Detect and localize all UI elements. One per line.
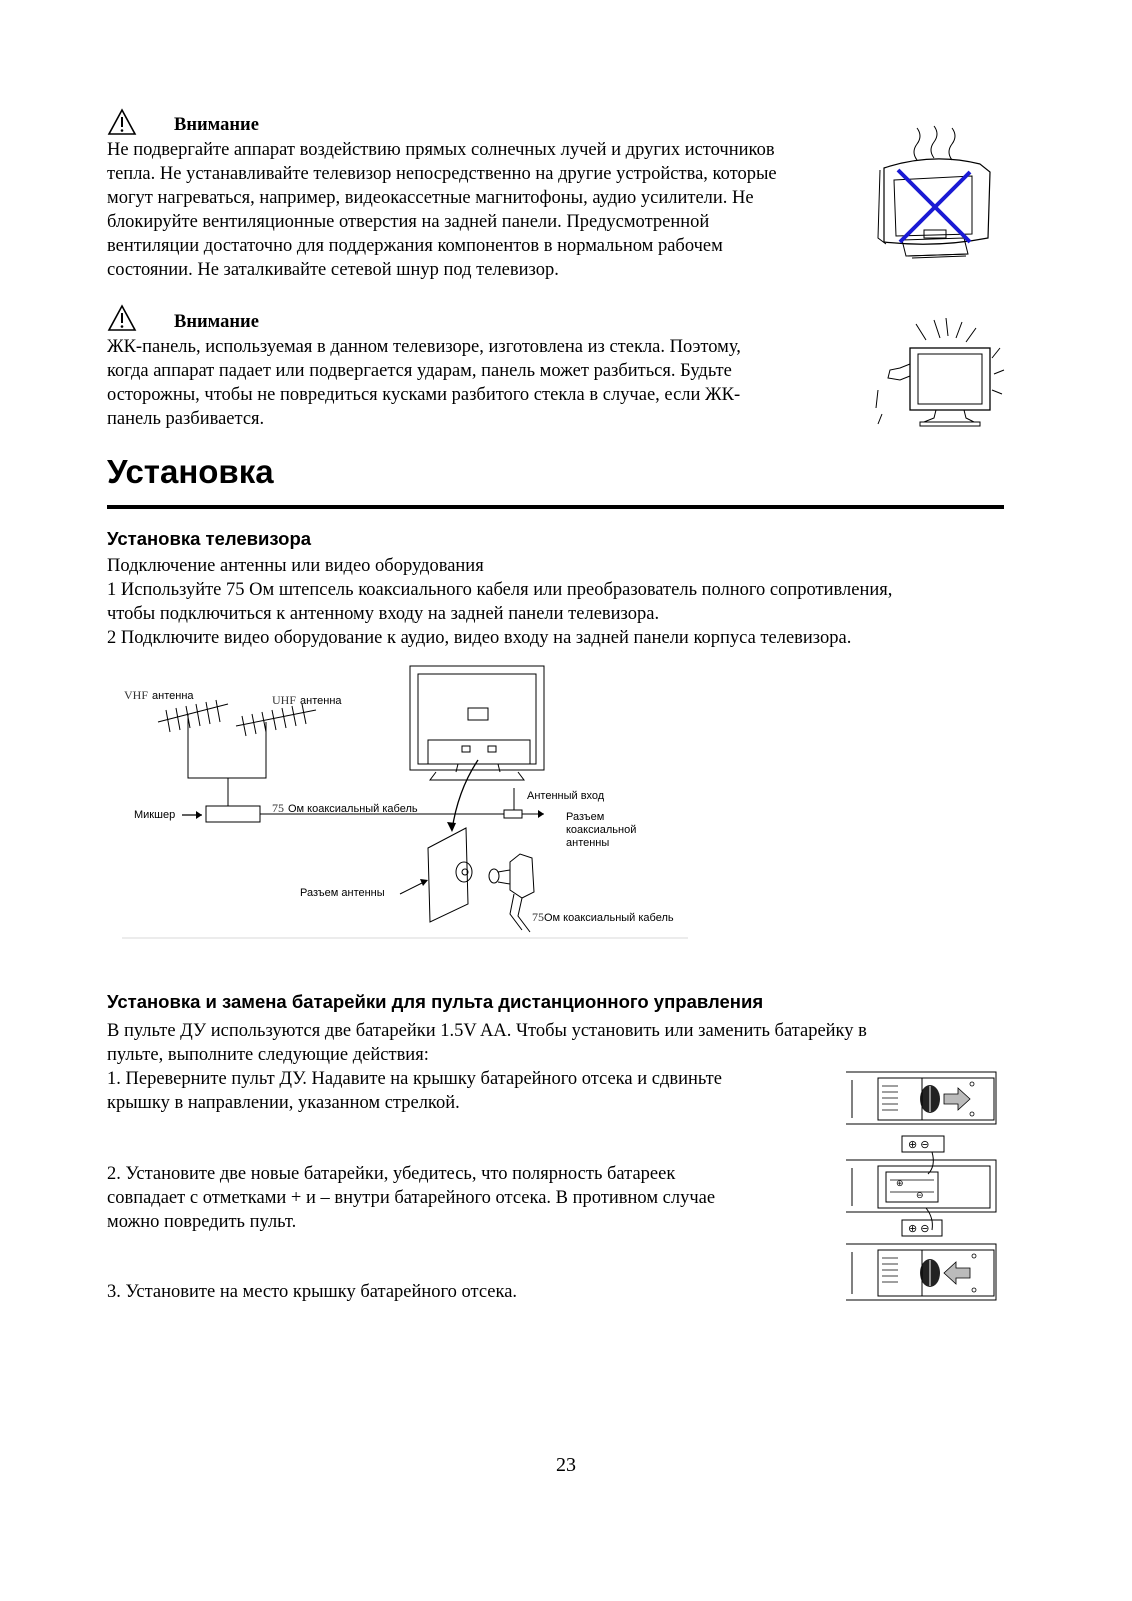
cable-number: 75 xyxy=(532,910,544,924)
battery-step-1 xyxy=(107,1067,829,1115)
text-line: ЖК-панель, используемая в данном телевизоре, изготовлена из стекла. Поэтому, xyxy=(107,337,741,357)
text-line: панель разбивается. xyxy=(107,409,265,429)
text-line: состоянии. Не заталкивайте сетевой шнур под телевизор. xyxy=(107,260,559,280)
text-line: вентиляции достаточно для поддержания компонентов в нормальном рабочем xyxy=(107,236,723,256)
svg-text:⊕ ⊖: ⊕ ⊖ xyxy=(908,1223,930,1235)
text-line: Подключение антенны или видео оборудования xyxy=(107,556,484,576)
antenna-input-label: Антенный вход xyxy=(527,790,605,802)
text-line: могут нагреваться, например, видеокассетные магнитофоны, аудио усилители. Не xyxy=(107,188,754,208)
svg-text:⊖: ⊖ xyxy=(916,1190,924,1200)
vhf-prefix: VHF xyxy=(124,688,149,702)
coax-jack-line: антенны xyxy=(566,837,610,849)
vhf-suffix: антенна xyxy=(152,690,194,702)
tv-impact-illustration xyxy=(876,318,1006,438)
text-line: 2. Установите две новые батарейки, убедитесь, что полярность батареек xyxy=(107,1164,676,1184)
text-line: можно повредить пульт. xyxy=(107,1212,297,1232)
cable-text: Ом коаксиальный кабель xyxy=(544,912,674,924)
vhf-antenna-label xyxy=(124,686,194,704)
text-line: крышку в направлении, указанном стрелкой. xyxy=(107,1093,460,1113)
battery-intro xyxy=(107,1019,1004,1067)
caution-text xyxy=(107,138,852,282)
coax-jack-label xyxy=(566,811,636,850)
remote-batteries-illustration xyxy=(846,1150,1006,1240)
subsection-title: Установка и замена батарейки для пульта дистанционного управления xyxy=(107,991,764,1012)
svg-text:⊕ ⊖: ⊕ ⊖ xyxy=(908,1139,930,1151)
text-line: 1 Используйте 75 Ом штепсель коаксиального кабеля или преобразователь полного сопротивления, xyxy=(107,580,893,600)
battery-step-2 xyxy=(107,1162,829,1234)
coax-jack-line: коаксиальной xyxy=(566,824,637,836)
text-line: В пульте ДУ используются две батарейки 1.5V AA. Чтобы установить или заменить батарейку в xyxy=(107,1021,867,1041)
subsection-title: Установка телевизора xyxy=(107,528,312,549)
text-line: 2 Подключите видео оборудование к аудио, видео входу на задней панели корпуса телевизора. xyxy=(107,628,852,648)
coax-cable-label-2 xyxy=(532,908,674,926)
uhf-prefix: UHF xyxy=(272,693,297,707)
uhf-antenna-drawing xyxy=(236,704,316,770)
section-title: Установка xyxy=(107,453,274,490)
cable-number: 75 xyxy=(272,801,284,815)
coax-plug-drawing xyxy=(489,854,534,932)
svg-text:⊕: ⊕ xyxy=(896,1178,904,1188)
wall-plate-drawing xyxy=(428,828,472,922)
vhf-antenna-drawing xyxy=(158,700,228,770)
uhf-antenna-label xyxy=(272,691,342,709)
cable-text: Ом коаксиальный кабель xyxy=(288,803,418,815)
remote-cover-close-illustration xyxy=(846,1240,1006,1310)
text-line: блокируйте вентиляционные отверстия на задней панели. Предусмотренной xyxy=(107,212,710,232)
remote-cover-open-illustration xyxy=(846,1066,1006,1156)
section-divider xyxy=(107,505,1004,509)
page-number: 23 xyxy=(556,1454,576,1476)
text-line: когда аппарат падает или подвергается ударам, панель может разбиться. Будьте xyxy=(107,361,732,381)
warning-triangle-icon xyxy=(107,304,137,332)
tv-heat-warning-illustration xyxy=(872,130,1002,270)
warning-triangle-icon xyxy=(107,108,137,136)
battery-step-3: 3. Установите на место крышку батарейного отсека. xyxy=(107,1282,518,1302)
text-line: совпадает с отметками + и – внутри батарейного отсека. В противном случае xyxy=(107,1188,716,1208)
caution-text xyxy=(107,335,855,431)
antenna-jack-label: Разъем антенны xyxy=(300,887,385,899)
tv-install-text xyxy=(107,554,1004,650)
caution-title: Внимание xyxy=(174,312,259,332)
uhf-suffix: антенна xyxy=(300,695,342,707)
text-line: Не подвергайте аппарат воздействию прямых солнечных лучей и других источников xyxy=(107,140,775,160)
mixer-label: Микшер xyxy=(134,809,176,821)
text-line: осторожны, чтобы не повредиться кусками разбитого стекла в случае, если ЖК- xyxy=(107,385,741,405)
text-line: тепла. Не устанавливайте телевизор непосредственно на другие устройства, которые xyxy=(107,164,777,184)
coax-cable-label xyxy=(272,799,418,817)
text-line: пульте, выполните следующие действия: xyxy=(107,1045,429,1065)
caution-title: Внимание xyxy=(174,115,259,135)
tv-back-drawing xyxy=(410,666,544,780)
coax-jack-line: Разъем xyxy=(566,811,605,823)
text-line: 1. Переверните пульт ДУ. Надавите на крышку батарейного отсека и сдвиньте xyxy=(107,1069,722,1089)
text-line: чтобы подключиться к антенному входу на задней панели телевизора. xyxy=(107,604,660,624)
